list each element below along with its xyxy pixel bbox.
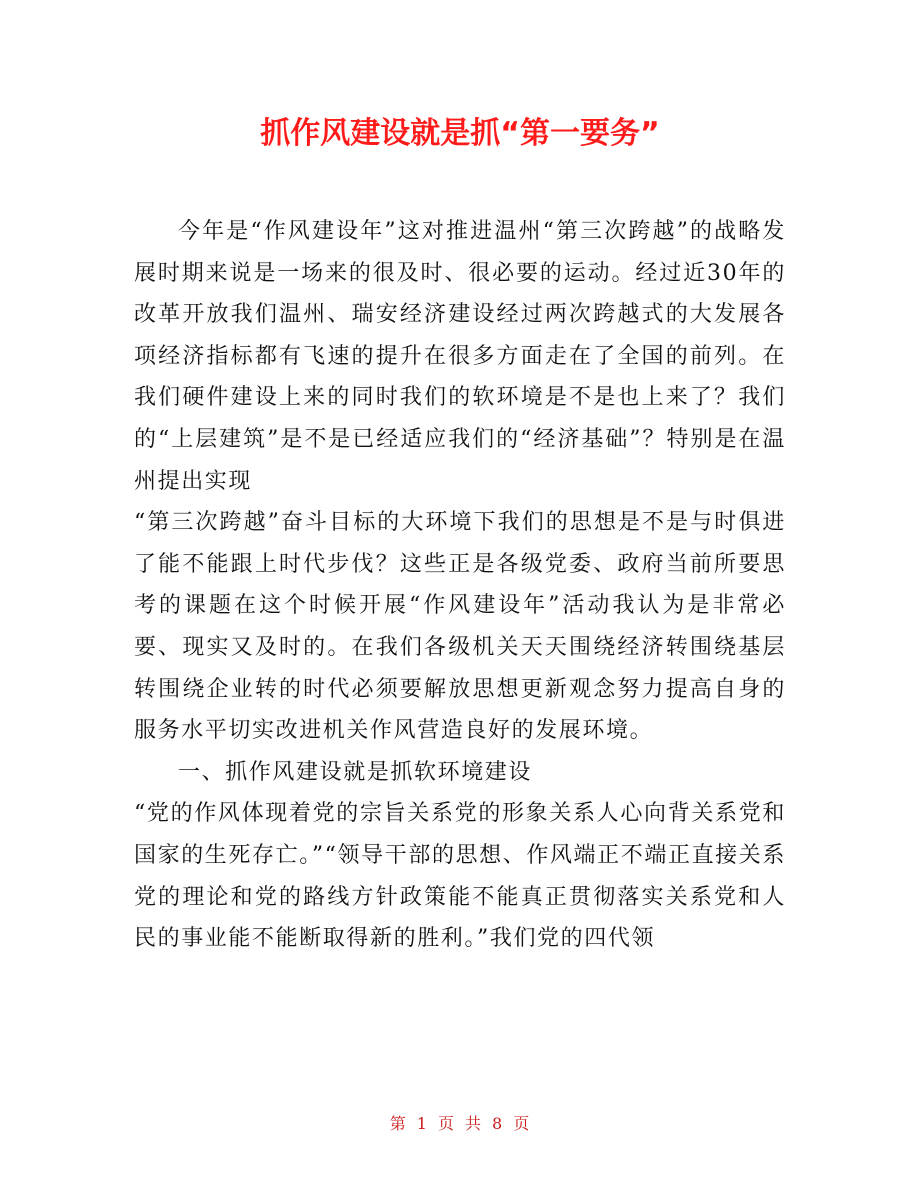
paragraph-continuation: “第三次跨越”奋斗目标的大环境下我们的思想是不是与时俱进了能不能跟上时代步伐？这些正是各级党委、政府当前所要思考的课题在这个时候开展“作风建设年”活动我认为是非常必要、现实又及时的。在我们各级机关天天围绕经济转围绕基层转围绕企业转的时代必须要解放思想更新观念努力提高自身的服务水平切实改进机关作风营造良好的发展环境。: [134, 510, 786, 744]
page-footer: [0, 1112, 920, 1136]
document-body: [134, 211, 786, 960]
footer-page-prefix: 第: [389, 1114, 407, 1133]
document-title: 抓作风建设就是抓“第一要务”: [260, 116, 660, 151]
paragraph-quote: “党的作风体现着党的宗旨关系党的形象关系人心向背关系党和国家的生死存亡。”“领导干部的思想、作风端正不端正直接关系党的理论和党的路线方针政策能不能真正贯彻落实关系党和人民的事业能不能断取得新的胜利。”我们党的四代领: [134, 801, 786, 952]
paragraph-intro: 今年是“作风建设年”这对推进温州“第三次跨越”的战略发展时期来说是一场来的很及时、很必要的运动。经过近30年的改革开放我们温州、瑞安经济建设经过两次跨越式的大发展各项经济指标都有飞速的提升在很多方面走在了全国的前列。在我们硬件建设上来的同时我们的软环境是不是也上来了？我们的“上层建筑”是不是已经适应我们的“经济基础”？特别是在温州提出实现: [134, 219, 786, 494]
footer-page-mid: 页: [437, 1114, 455, 1133]
footer-current-page: 1: [416, 1114, 428, 1133]
footer-total-pages: 8: [492, 1114, 504, 1133]
footer-total-label: 共: [465, 1114, 483, 1133]
footer-page-suffix: 页: [513, 1114, 531, 1133]
section-heading: 一、抓作风建设就是抓软环境建设: [178, 759, 533, 785]
